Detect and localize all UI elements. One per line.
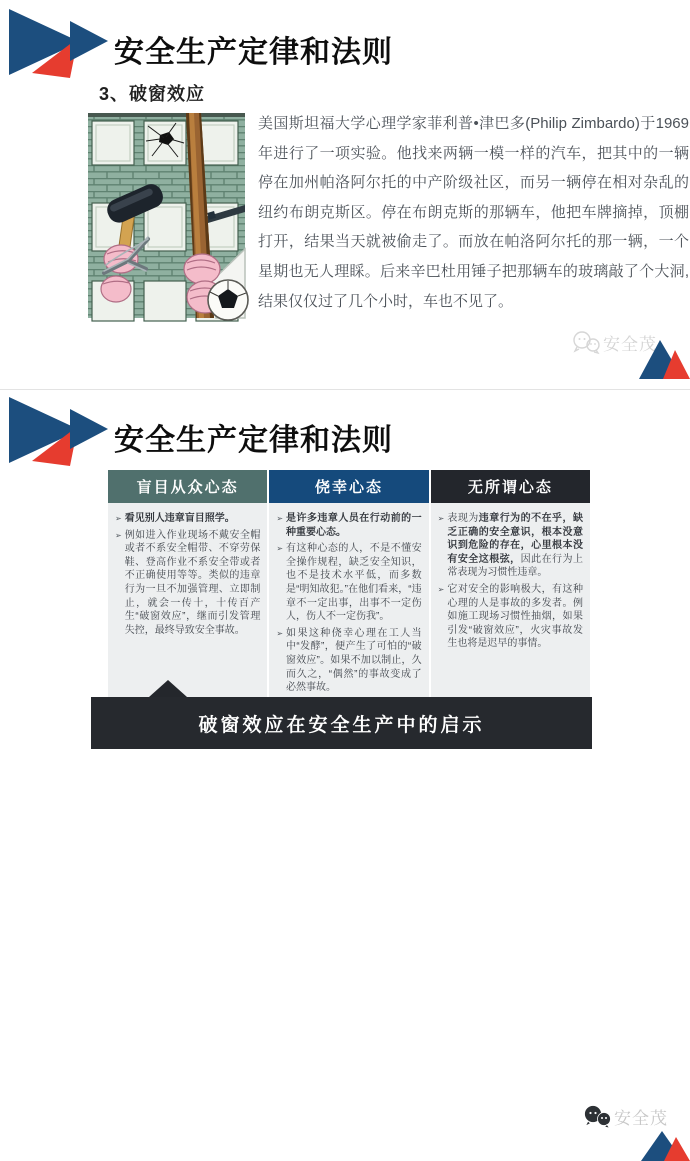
column-fluke-mentality	[269, 470, 428, 710]
slide-2	[0, 390, 690, 1128]
experiment-paragraph: 美国斯坦福大学心理学家菲利普•津巴多(Philip Zimbardo)于1969年进行了一项实验。他找来两辆一模一样的汽车，把其中的一辆停在加州帕洛阿尔托的中产阶级社区，而另一辆停在相对杂乱的纽约布朗克斯区。停在布朗克斯的那辆车，他把车牌摘掉，顶棚打开，结果当天就被偷走了。而放在帕洛阿尔托的那一辆，一个星期也无人理睬。后来辛巴杜用锤子把那辆车的玻璃敲了个大洞,结果仅仅过了几个小时，车也不见了。	[258, 115, 689, 310]
brand-logo-icon	[4, 4, 110, 80]
column-blind-conformity	[108, 470, 267, 710]
broken-window-illustration	[88, 113, 245, 318]
bullet-text: 如果这种侥幸心理在工人当中“发酵”，便产生了可怕的“破窗效应”。如果不加以制止，久而久之，“偶然”的事故变成了必然事故。	[286, 627, 422, 694]
insight-banner	[91, 697, 592, 749]
bullet-arrow-icon: ➢	[276, 628, 284, 638]
slide1-title: 安全生产定律和法则	[114, 36, 393, 69]
slide2-title: 安全生产定律和法则	[114, 424, 393, 457]
bullet-item	[438, 512, 583, 580]
corner-triangles-icon	[636, 337, 690, 379]
bullet-item	[276, 542, 421, 624]
column-header: 无所谓心态	[431, 470, 590, 503]
slide1-subtitle: 3、破窗效应	[99, 84, 206, 104]
brand-logo-icon	[4, 392, 110, 468]
bullet-text: 是许多违章人员在行动前的一种重要心态。	[286, 513, 422, 538]
bullet-arrow-icon: ➢	[115, 514, 122, 523]
mindset-table	[108, 470, 590, 710]
wechat-icon	[582, 1104, 612, 1129]
soccer-ball	[208, 280, 248, 320]
bullet-text: 有这种心态的人，不是不懂安全操作规程，缺乏安全知识，也不是技术水平低，而多数是“明知故犯。”在他们看来，“违章不一定出事，出事不一定伤人，伤人不一定伤我”。	[286, 543, 422, 623]
column-header: 盲目从众心态	[108, 470, 267, 503]
corner-triangles-icon	[638, 1128, 690, 1161]
bullet-arrow-icon: ➢	[437, 514, 445, 523]
watermark	[582, 1104, 668, 1129]
column-body	[269, 503, 428, 710]
watermark-text: 安全茂	[603, 335, 657, 354]
bullet-item	[276, 512, 421, 539]
banner-title: 破窗效应在安全生产中的启示	[198, 714, 485, 736]
bullet-arrow-icon: ➢	[276, 544, 284, 554]
bullet-arrow-icon: ➢	[115, 530, 122, 540]
bullet-item	[438, 583, 583, 651]
bullet-arrow-icon: ➢	[276, 514, 284, 523]
bullet-text: 例如进入作业现场不戴安全帽或者不系安全帽带、不穿劳保鞋、登高作业不系安全带或者不正确使用等等。类似的违章行为一旦不加强管理、立即制止，就会一传十，十传百产生“破窗效应”，继而引发管理失控，最终导致安全事故。	[124, 529, 261, 636]
bullet-item	[115, 512, 260, 526]
bullet-arrow-icon: ➢	[437, 584, 445, 594]
column-indifferent-mentality	[431, 470, 590, 710]
bullet-item	[276, 627, 421, 695]
bullet-text: 它对安全的影响极大，有这种心理的人是事故的多发者。例如施工现场习惯性抽烟，如果引发“破窗效应”，火灾事故发生也将是迟早的事情。	[447, 583, 583, 650]
bullet-text: 看见别人违章盲目照学。	[124, 513, 235, 524]
slide-1	[0, 0, 690, 389]
bullet-item	[115, 529, 260, 638]
watermark-text: 安全茂	[614, 1109, 668, 1128]
column-body	[431, 503, 590, 710]
banner-arrow-icon	[149, 680, 187, 697]
wechat-icon	[571, 330, 601, 355]
column-header: 侥幸心态	[269, 470, 428, 503]
bullet-text: 表现为违章行为的不在乎，缺乏正确的安全意识，根本没意识到危险的存在，心里根本没有安全这根弦，因此在行为上常表现为习惯性违章。	[447, 513, 583, 579]
column-body	[108, 503, 267, 710]
